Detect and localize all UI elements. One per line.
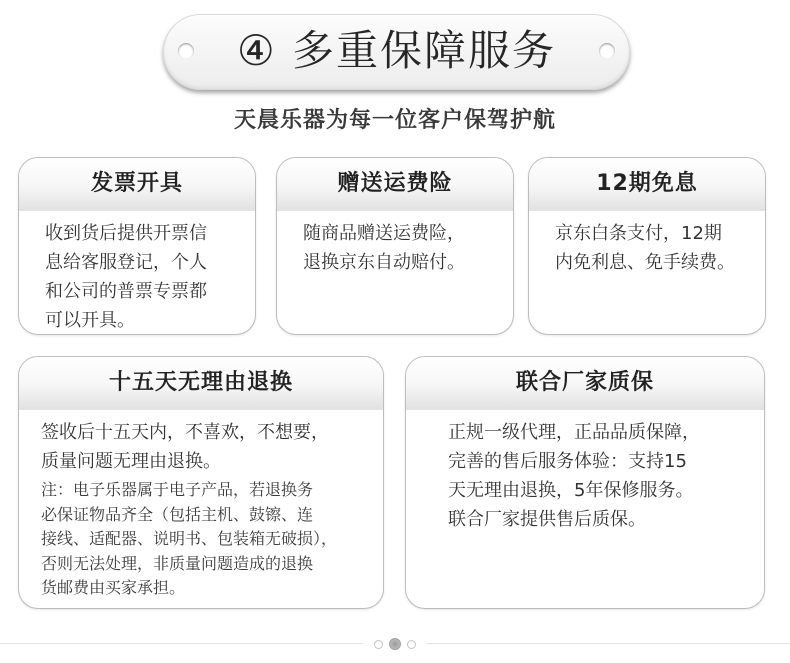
card-line: 正规一级代理，正品品质保障， <box>448 422 700 443</box>
card-body <box>406 410 764 534</box>
card-body <box>19 410 383 601</box>
card-line: 随商品赠送运费险， <box>303 223 465 244</box>
banner-right-dot <box>599 43 615 59</box>
card-title: 赠送运费险 <box>277 158 513 211</box>
note-line: 接线、适配器、说明书、包装箱无破损）， <box>41 529 338 548</box>
card-line: 内免利息、免手续费。 <box>555 252 735 273</box>
card-title: 12期免息 <box>529 158 765 211</box>
section-banner <box>163 14 630 90</box>
card-line: 息给客服登记，个人 <box>45 252 207 273</box>
card-line: 完善的售后服务体验：支持15 <box>448 451 687 472</box>
card-note <box>41 478 375 601</box>
card-invoice <box>18 157 256 335</box>
card-line: 京东白条支付，12期 <box>555 223 722 244</box>
note-line: 否则无法处理，非质量问题造成的退换 <box>41 553 314 573</box>
card-interest-free <box>528 157 766 335</box>
card-title: 十五天无理由退换 <box>19 357 383 410</box>
page-indicator <box>363 636 427 652</box>
note-line: 货邮费由买家承担。 <box>41 578 186 597</box>
banner-title: ④ 多重保障服务 <box>236 26 556 75</box>
subtitle: 天晨乐器为每一位客户保驾护航 <box>233 108 556 133</box>
card-body <box>277 211 513 277</box>
page-dot[interactable] <box>374 640 383 649</box>
card-fifteen-day-return <box>18 356 384 609</box>
card-shipping-insurance <box>276 157 514 335</box>
card-line: 退换京东自动赔付。 <box>303 252 465 273</box>
note-line: 必保证物品齐全（包括主机、鼓镲、连 <box>41 504 314 524</box>
card-manufacturer-warranty <box>405 356 765 609</box>
card-line: 可以开具。 <box>45 310 135 331</box>
page-dot-active[interactable] <box>389 638 401 650</box>
card-line: 和公司的普票专票都 <box>45 281 207 302</box>
card-line: 天无理由退换，5年保修服务。 <box>448 480 694 501</box>
card-line: 联合厂家提供售后质保。 <box>448 509 646 530</box>
note-line: 注：电子乐器属于电子产品，若退换务 <box>41 480 314 499</box>
card-body <box>19 211 255 335</box>
card-line: 签收后十五天内，不喜欢，不想要， <box>41 422 329 443</box>
card-line: 质量问题无理由退换。 <box>41 451 221 472</box>
card-title: 发票开具 <box>19 158 255 211</box>
card-line: 收到货后提供开票信 <box>45 223 207 244</box>
card-body <box>529 211 765 277</box>
card-title: 联合厂家质保 <box>406 357 764 410</box>
page-dot[interactable] <box>407 640 416 649</box>
